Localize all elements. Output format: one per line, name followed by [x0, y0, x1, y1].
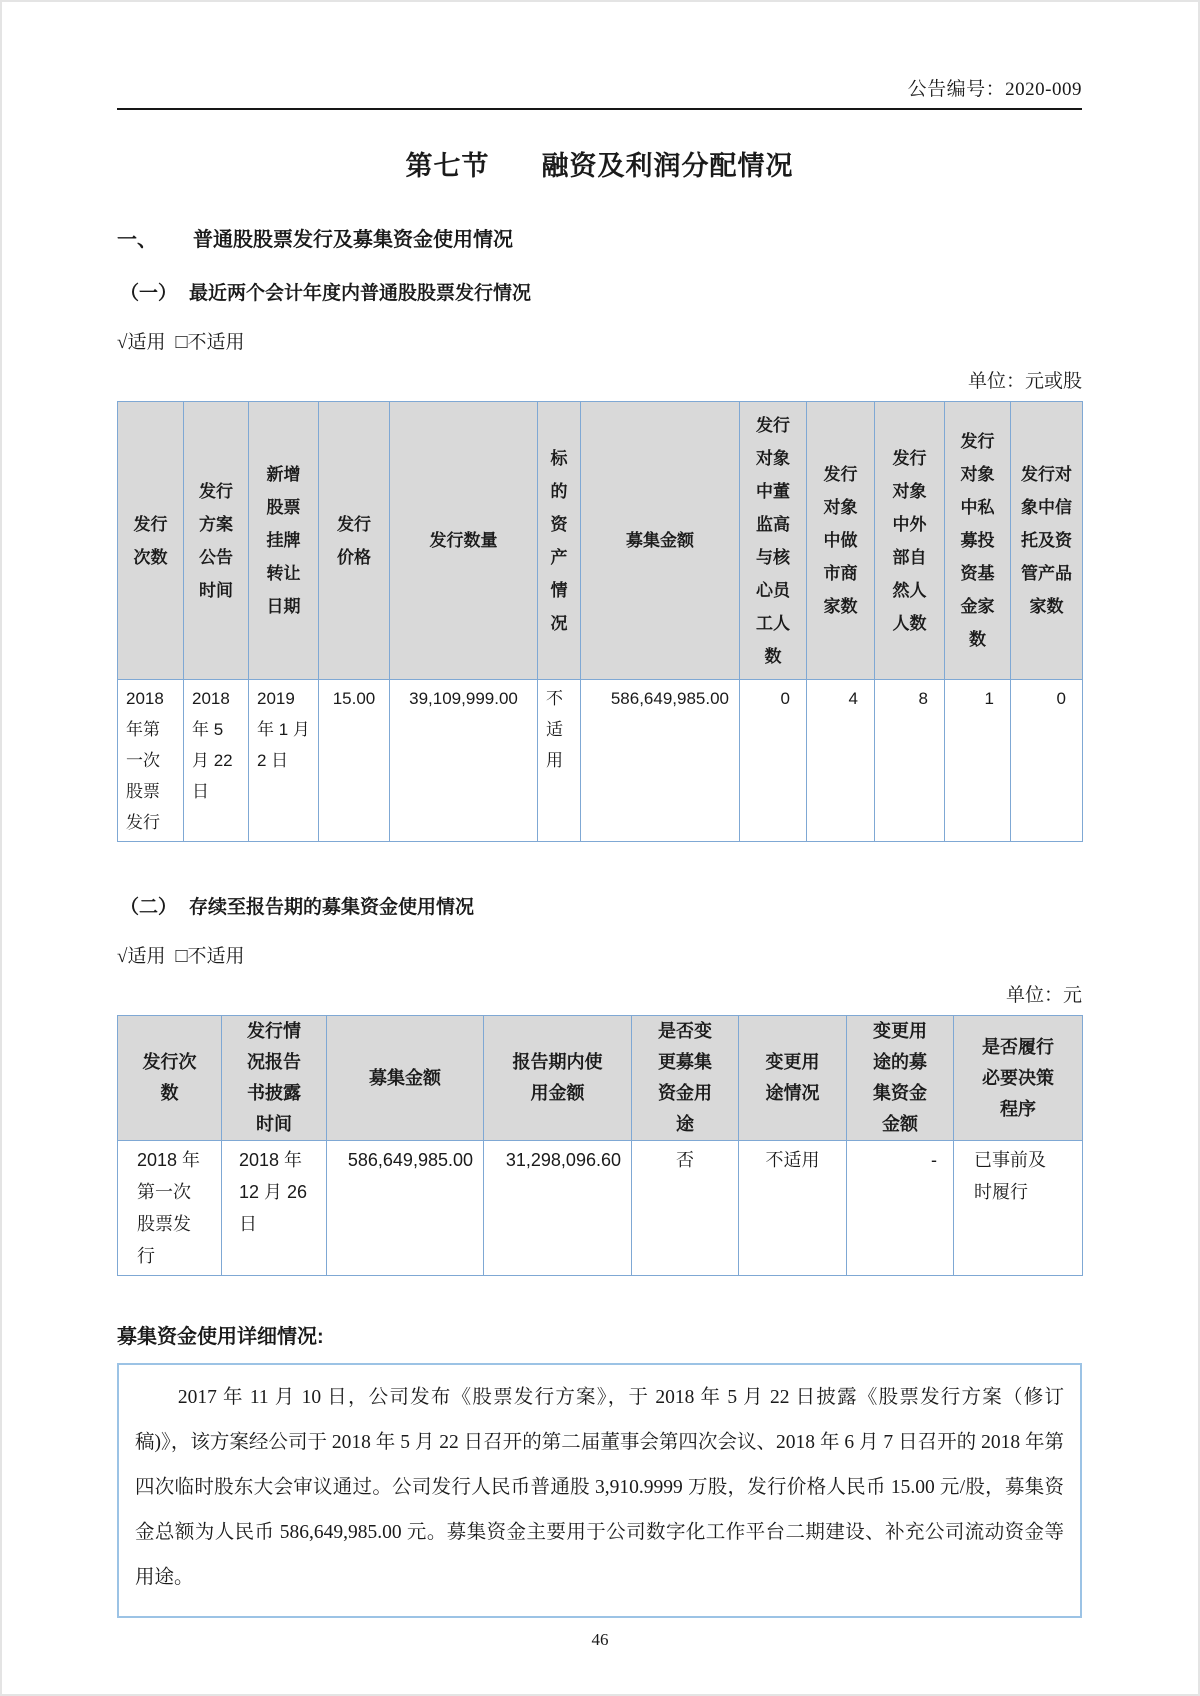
t2-cell-raised-amount: 586,649,985.00 [327, 1141, 484, 1276]
unit-label-2: 单位：元 [1005, 985, 1082, 1006]
t2-header-raised-amount: 募集金额 [327, 1016, 484, 1141]
t2-cell-amount-used: 31,298,096.60 [484, 1141, 632, 1276]
t1-header-issue-number: 发行次数 [118, 402, 184, 680]
t1-header-insider-count: 发行对象中董监高与核心员工人数 [740, 402, 807, 680]
t1-cell-raised-amount: 586,649,985.00 [581, 680, 740, 842]
applicable-label: 适用 [127, 332, 166, 353]
t1-cell-pe-fund-count: 1 [945, 680, 1011, 842]
t1-header-plan-announce-date: 发行方案公告时间 [184, 402, 249, 680]
t1-cell-external-individual-count: 8 [875, 680, 945, 842]
chapter-title: 融资及利润分配情况 [541, 151, 794, 181]
table2-header-row [118, 1016, 1083, 1141]
t2-header-report-disclosure-date: 发行情况报告书披露时间 [222, 1016, 327, 1141]
t1-header-raised-amount: 募集金额 [581, 402, 740, 680]
t2-cell-report-disclosure-date: 2018 年 12 月 26 日 [222, 1141, 327, 1276]
not-applicable-label: 不适用 [187, 946, 245, 967]
page-number: 46 [591, 1630, 609, 1649]
unit-label-1: 单位：元或股 [967, 371, 1082, 392]
t2-cell-procedure-performed: 已事前及时履行 [954, 1141, 1083, 1276]
checkbox-icon: □ [175, 331, 188, 353]
t2-cell-issue-number: 2018 年第一次股票发行 [118, 1141, 222, 1276]
t2-header-amount-used: 报告期内使用金额 [484, 1016, 632, 1141]
t1-header-external-individual-count: 发行对象中外部自然人人数 [875, 402, 945, 680]
subsection2-title: 存续至报告期的募集资金使用情况 [189, 897, 475, 918]
fund-usage-detail-box [117, 1363, 1082, 1618]
fund-usage-detail-heading: 募集资金使用详细情况: [117, 1326, 324, 1348]
t1-cell-issue-quantity: 39,109,999.00 [390, 680, 538, 842]
applicable-label: 适用 [127, 946, 166, 967]
subsection1-heading [117, 278, 1082, 305]
page-content [117, 2, 1082, 1618]
t1-cell-market-maker-count: 4 [807, 680, 875, 842]
t2-header-procedure-performed: 是否履行必要决策程序 [954, 1016, 1083, 1141]
t1-cell-listing-date: 2019 年 1 月 2 日 [249, 680, 319, 842]
t2-header-change-situation: 变更用途情况 [739, 1016, 847, 1141]
t1-header-market-maker-count: 发行对象中做市商家数 [807, 402, 875, 680]
announcement-number: 公告编号：2020-009 [907, 79, 1082, 100]
t1-header-issue-price: 发行价格 [319, 402, 390, 680]
t1-header-issue-quantity: 发行数量 [390, 402, 538, 680]
t2-header-purpose-changed: 是否变更募集资金用途 [632, 1016, 739, 1141]
t1-cell-insider-count: 0 [740, 680, 807, 842]
t1-header-trust-product-count: 发行对象中信托及资管产品家数 [1011, 402, 1083, 680]
page-title [117, 144, 1082, 183]
section-heading [117, 223, 1082, 252]
header-rule [117, 108, 1082, 110]
subsection1-title: 最近两个会计年度内普通股股票发行情况 [189, 283, 532, 304]
t2-cell-changed-amount: - [847, 1141, 954, 1276]
t2-cell-purpose-changed: 否 [632, 1141, 739, 1276]
t2-header-issue-number: 发行次数 [118, 1016, 222, 1141]
applicability-line-1 [117, 327, 1082, 354]
t1-cell-issue-number: 2018 年第一次股票发行 [118, 680, 184, 842]
table1-data-row [118, 680, 1083, 842]
chapter-number: 第七节 [405, 151, 490, 181]
stock-issuance-table [117, 401, 1083, 842]
t1-header-target-asset: 标的资产情况 [538, 402, 581, 680]
t1-header-listing-date: 新增股票挂牌转让日期 [249, 402, 319, 680]
check-icon: √ [117, 946, 128, 967]
table1-header-row [118, 402, 1083, 680]
fund-usage-detail-paragraph: 2017 年 11 月 10 日，公司发布《股票发行方案》，于 2018 年 5 月 22 日披露《股票发行方案（修订稿)》，该方案经公司于 2018 年 5 月 22 日召开的第二届董事会第四次会议、2018 年 6 月 7 日召开的 2018 年第四次临时股东大会审议通过。公司发行人民币普通股 3,910.9999 万股，发行价格人民币 15.00 元/股，募集资金总额为人民币 586,649,985.00 元。募集资金主要用于公司数字化工作平台二期建设、补充公司流动资金等用途。 [135, 1387, 1064, 1588]
t1-cell-trust-product-count: 0 [1011, 680, 1083, 842]
t2-header-changed-amount: 变更用途的募集资金金额 [847, 1016, 954, 1141]
not-applicable-label: 不适用 [187, 332, 245, 353]
applicability-line-2 [117, 941, 1082, 968]
subsection2-number: （二） [120, 897, 178, 918]
check-icon: √ [117, 332, 128, 353]
t1-cell-plan-announce-date: 2018 年 5 月 22 日 [184, 680, 249, 842]
section-number: 一、 [117, 229, 157, 251]
table2-data-row [118, 1141, 1083, 1276]
t2-cell-change-situation: 不适用 [739, 1141, 847, 1276]
checkbox-icon: □ [175, 945, 188, 967]
subsection2-heading [117, 892, 1082, 919]
fund-usage-table [117, 1015, 1083, 1276]
t1-cell-issue-price: 15.00 [319, 680, 390, 842]
t1-header-pe-fund-count: 发行对象中私募投资基金家数 [945, 402, 1011, 680]
section-title: 普通股股票发行及募集资金使用情况 [193, 229, 513, 251]
t1-cell-target-asset: 不适用 [538, 680, 581, 842]
subsection1-number: （一） [120, 283, 178, 304]
